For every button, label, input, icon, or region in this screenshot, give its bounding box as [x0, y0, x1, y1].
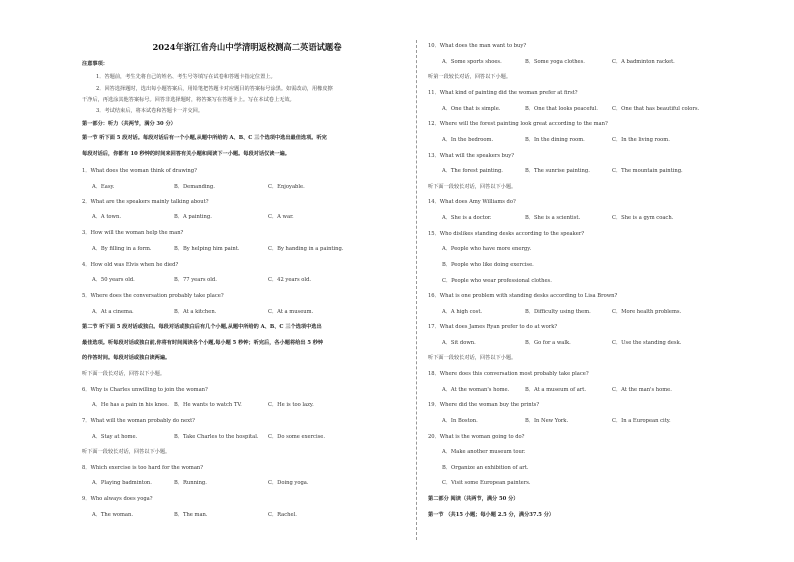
- question-1: 1．What does the woman think of drawing?: [82, 168, 197, 174]
- question-6: 6．Why is Charles unwilling to join the woman?: [82, 387, 208, 393]
- option-a[interactable]: A．He has a pain in his knee.: [92, 402, 169, 408]
- notice-item: 2．回答选择题时，选出每小题答案后，用铅笔把答题卡对应题目的答案标号涂黑。如需改动，用橡皮擦: [96, 86, 333, 92]
- part2-section1: 第一节 （共15 小题；每小题 2.5 分，满分37.5 分）: [428, 512, 555, 518]
- option-a[interactable]: A．She is a doctor.: [442, 215, 492, 221]
- option-b[interactable]: B．Organize an exhibition of art.: [442, 465, 529, 471]
- option-a[interactable]: A．Stay at home.: [92, 434, 138, 440]
- option-a[interactable]: A．50 years old.: [92, 277, 135, 283]
- option-b[interactable]: B．In New York.: [525, 418, 569, 424]
- option-b[interactable]: B．He wants to watch TV.: [174, 402, 242, 408]
- question-7: 7．What will the woman probably do next?: [82, 418, 195, 424]
- option-b[interactable]: B．People who like doing exercise.: [442, 262, 534, 268]
- option-c[interactable]: C．More health problems.: [612, 309, 682, 315]
- question-3: 3．How will the woman help the man?: [82, 230, 184, 236]
- notice-item: 干净后，再选涂其他答案标号。回答非选择题时，将答案写在答题卡上。写在本试卷上无效。: [82, 97, 295, 103]
- option-a[interactable]: A．Playing badminton.: [92, 480, 152, 486]
- part2-heading: 第二部分 阅读（共两节，满分 50 分）: [428, 496, 519, 502]
- notice-heading: 注意事项：: [82, 61, 108, 67]
- option-b[interactable]: B．Take Charles to the hospital.: [174, 434, 259, 440]
- question-18: 18．Where does this conversation most probably take place?: [428, 371, 589, 377]
- option-b[interactable]: B．By helping him paint.: [174, 246, 240, 252]
- option-a[interactable]: A．The forest painting.: [442, 168, 503, 174]
- option-a[interactable]: A．Sit down.: [442, 340, 476, 346]
- passage-instruction: 听下面一段较长对话，回答以下小题。: [428, 355, 517, 361]
- question-10: 10．What does the man want to buy?: [428, 43, 527, 49]
- option-a[interactable]: A．A high cost.: [442, 309, 483, 315]
- option-a[interactable]: A．At the woman's home.: [442, 387, 510, 393]
- option-c[interactable]: C．Enjoyable.: [268, 184, 305, 190]
- question-8: 8．Which exercise is too hard for the woman?: [82, 465, 204, 471]
- option-c[interactable]: C．At a museum.: [268, 309, 314, 315]
- question-2: 2．What are the speakers mainly talking about?: [82, 199, 209, 205]
- question-12: 12．Where will the forest painting look great according to the man?: [428, 121, 608, 127]
- option-b[interactable]: B．She is a scientist.: [525, 215, 581, 221]
- question-11: 11．What kind of painting did the woman prefer at first?: [428, 90, 578, 96]
- option-b[interactable]: B．Some yoga clothes.: [525, 59, 585, 65]
- option-a[interactable]: A．Some sports shoes.: [442, 59, 502, 65]
- option-a[interactable]: A．The woman.: [92, 512, 134, 518]
- section2-instruction: 第二节 听下面 5 段对话或独白。每段对话或独白后有几个小题,从题中所给的 A、B、C 三个选项中选出: [82, 324, 322, 330]
- section1-instruction: 第一节 听下面 5 段对话。每段对话后有一个小题,从题中所给的 A、B、C 三个选项中选出最佳选项。听完: [82, 135, 327, 141]
- option-c[interactable]: C．A war.: [268, 214, 294, 220]
- notice-item: 1．答题前，考生先将自己的姓名、考生号等填写在试卷和答题卡指定位置上。: [96, 74, 276, 80]
- option-a[interactable]: A．At a cinema.: [92, 309, 134, 315]
- question-16: 16．What is one problem with standing desks according to Lisa Brown?: [428, 293, 618, 299]
- option-a[interactable]: A．Easy.: [92, 184, 115, 190]
- question-20: 20．What is the woman going to do?: [428, 434, 525, 440]
- option-c[interactable]: C．The mountain painting.: [612, 168, 683, 174]
- option-b[interactable]: B．At a kitchen.: [174, 309, 217, 315]
- page-title: 2024年浙江省舟山中学清明返校测高二英语试题卷: [152, 42, 342, 52]
- option-c[interactable]: C．Rachel.: [268, 512, 297, 518]
- section2-instruction: 最佳选项。听每段对话或独白前,你将有时间阅读各个小题,每小题 5 秒钟；听完后，各小题将给出 5 秒钟: [82, 340, 324, 346]
- option-b[interactable]: B．A painting.: [174, 214, 212, 220]
- option-c[interactable]: C．In a European city.: [612, 418, 671, 424]
- option-b[interactable]: B．Difficulty using them.: [525, 309, 591, 315]
- option-a[interactable]: A．In Boston.: [442, 418, 478, 424]
- option-b[interactable]: B．One that looks peaceful.: [525, 106, 598, 112]
- option-c[interactable]: C．He is too lazy.: [268, 402, 314, 408]
- option-c[interactable]: C．A badminton racket.: [612, 59, 675, 65]
- passage-instruction: 听下面一段长对话，回答以下小题。: [82, 371, 166, 377]
- question-4: 4．How old was Elvis when he died?: [82, 262, 179, 268]
- option-c[interactable]: C．In the living room.: [612, 137, 670, 143]
- option-b[interactable]: B．The sunrise painting.: [525, 168, 590, 174]
- option-c[interactable]: C．At the man's home.: [612, 387, 672, 393]
- passage-instruction: 听下面一段较长对话，回答以下小题。: [428, 184, 517, 190]
- option-b[interactable]: B．Running.: [174, 480, 207, 486]
- option-b[interactable]: B．77 years old.: [174, 277, 217, 283]
- option-c[interactable]: C．By handing in a painting.: [268, 246, 344, 252]
- option-c[interactable]: C．Doing yoga.: [268, 480, 309, 486]
- option-c[interactable]: C．42 years old.: [268, 277, 312, 283]
- option-c[interactable]: C．One that has beautiful colors.: [612, 106, 700, 112]
- option-c[interactable]: C．People who wear professional clothes.: [442, 278, 552, 284]
- option-a[interactable]: A．Make another museum tour.: [442, 449, 526, 455]
- passage-instruction: 听第一段较长对话，回答以下小题。: [428, 74, 512, 80]
- option-c[interactable]: C．She is a gym coach.: [612, 215, 674, 221]
- question-17: 17．What does James Ryan prefer to do at work?: [428, 324, 558, 330]
- column-divider: [416, 40, 417, 540]
- option-a[interactable]: A．A town.: [92, 214, 121, 220]
- passage-instruction: 听下面一段较长对话，回答以下小题。: [82, 449, 171, 455]
- question-5: 5．Where does the conversation probably take place?: [82, 293, 224, 299]
- option-a[interactable]: A．People who have more energy.: [442, 246, 532, 252]
- option-b[interactable]: B．Demanding.: [174, 184, 215, 190]
- option-c[interactable]: C．Use the standing desk.: [612, 340, 682, 346]
- option-b[interactable]: B．Go for a walk.: [525, 340, 571, 346]
- section2-instruction: 的作答时间。每段对话或独白读两遍。: [82, 355, 171, 361]
- notice-item: 3．考试结束后，将本试卷和答题卡一并交回。: [96, 108, 204, 114]
- option-b[interactable]: B．The man.: [174, 512, 208, 518]
- option-c[interactable]: C．Do some exercise.: [268, 434, 326, 440]
- part1-heading: 第一部分：听力（共两节，满分 30 分）: [82, 121, 176, 127]
- question-9: 9．Who always does yoga?: [82, 496, 153, 502]
- question-14: 14．What does Amy Williams do?: [428, 199, 516, 205]
- question-15: 15．Who dislikes standing desks according to the speaker?: [428, 231, 585, 237]
- question-19: 19．Where did the woman buy the prints?: [428, 402, 540, 408]
- question-13: 13．What will the speakers buy?: [428, 153, 515, 159]
- section1-instruction: 每段对话后，你都有 10 秒钟的时间来回答有关小题和阅读下一小题。每段对话仅读一遍。: [82, 151, 290, 157]
- option-a[interactable]: A．By filling in a form.: [92, 246, 152, 252]
- option-a[interactable]: A．In the bedroom.: [442, 137, 494, 143]
- option-b[interactable]: B．In the dining room.: [525, 137, 585, 143]
- option-b[interactable]: B．At a museum of art.: [525, 387, 587, 393]
- option-c[interactable]: C．Visit some European painters.: [442, 480, 531, 486]
- option-a[interactable]: A．One that is simple.: [442, 106, 501, 112]
